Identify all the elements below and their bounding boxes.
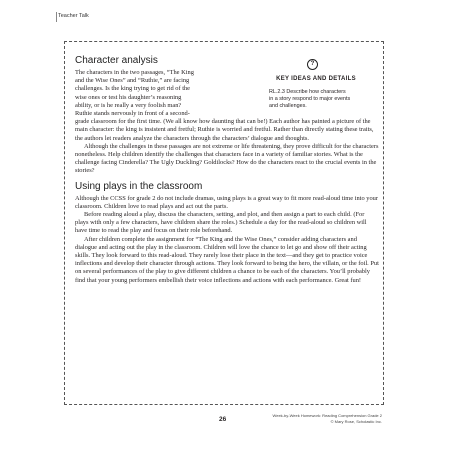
section-title-using-plays: Using plays in the classroom [75,180,203,192]
text-line: The characters in the two passages, “The King [75,69,194,76]
credit-line: © Mary Rose, Scholastic Inc. [330,418,382,424]
paragraph-plays-2: Before reading aloud a play, discuss the characters, setting, and plot, and then assign a part to each child. (For plays with only a few characters, have children share the roles.) Schedule a day for the read-aloud so children will have time to read the play and focus on their role beforehand. [75,211,367,235]
paragraph-character-analysis-1: grade classroom for the first time. (We all know how daunting that can be!) Each author has painted a picture of the main character: the king is insistent and fretful; Ruthie is worried and fretful. Rather than directly stating these traits, the authors let readers analyze the characters through the characters’ dialogue and thoughts. [75,118,374,142]
credit-line: Week-by-Week Homework: Reading Comprehension Grade 2 [272,413,382,418]
page-number: 26 [219,416,227,423]
text-line: and the Wise Ones” and “Ruthie,” are facing [75,77,190,85]
key-box-title: KEY IDEAS AND DETAILS [276,76,356,82]
question-emblem-icon: ? [307,59,318,70]
copyright-credit [252,413,382,424]
paragraph-character-analysis-2: Although the challenges in these passages are not extreme or life threatening, they prove difficult for the characters nonetheless. Help children identify the challenges that characters face in a variety of familiar stories. What is the challenge facing Cinderella? The Ugly Duckling? Goldilocks? How do the characters react to the crucial events in the stories? [75,142,379,175]
text-line: ability, or is he really a very foolish man? [75,101,182,109]
main-content [75,55,379,285]
paragraph-intro-lines [75,69,251,118]
key-line: and challenges. [269,103,307,110]
header-rule [56,12,57,22]
paragraph-plays-3: After children complete the assignment for “The King and the Wise Ones,” consider adding characters and dialogue and acting out the play in the classroom. Children will love the chance to let go and show off their acting skills. They look forward to this read-aloud. They rarely lose their place in the text—and they get to practice voice inflections and develop their character through actions. They look forward to being the hero, the villain, or the foil. Put on several performances of the play to give different children a chance to be each of the characters. You’ll probably find that your young performers embellish their voice inflections and actions with each performance. Great fun! [75,235,379,284]
text-line: challenges. Is the king trying to get rid of the [75,85,191,93]
text-line: wise ones or test his daughter’s reasoning [75,93,182,101]
section-title-character-analysis: Character analysis [75,55,158,66]
teacher-talk-tag: Teacher Talk [58,13,89,19]
key-line: RL.2.3 Describe how characters [269,89,346,95]
paragraph-plays-1: Although the CCSS for grade 2 do not include dramas, using plays is a great way to fit more read-aloud time into your classroom. Children love to read plays and act out the parts. [75,194,378,210]
text-line: Ruthie stands nervously in front of a second- [75,110,190,118]
key-line: in a story respond to major events [269,96,351,103]
